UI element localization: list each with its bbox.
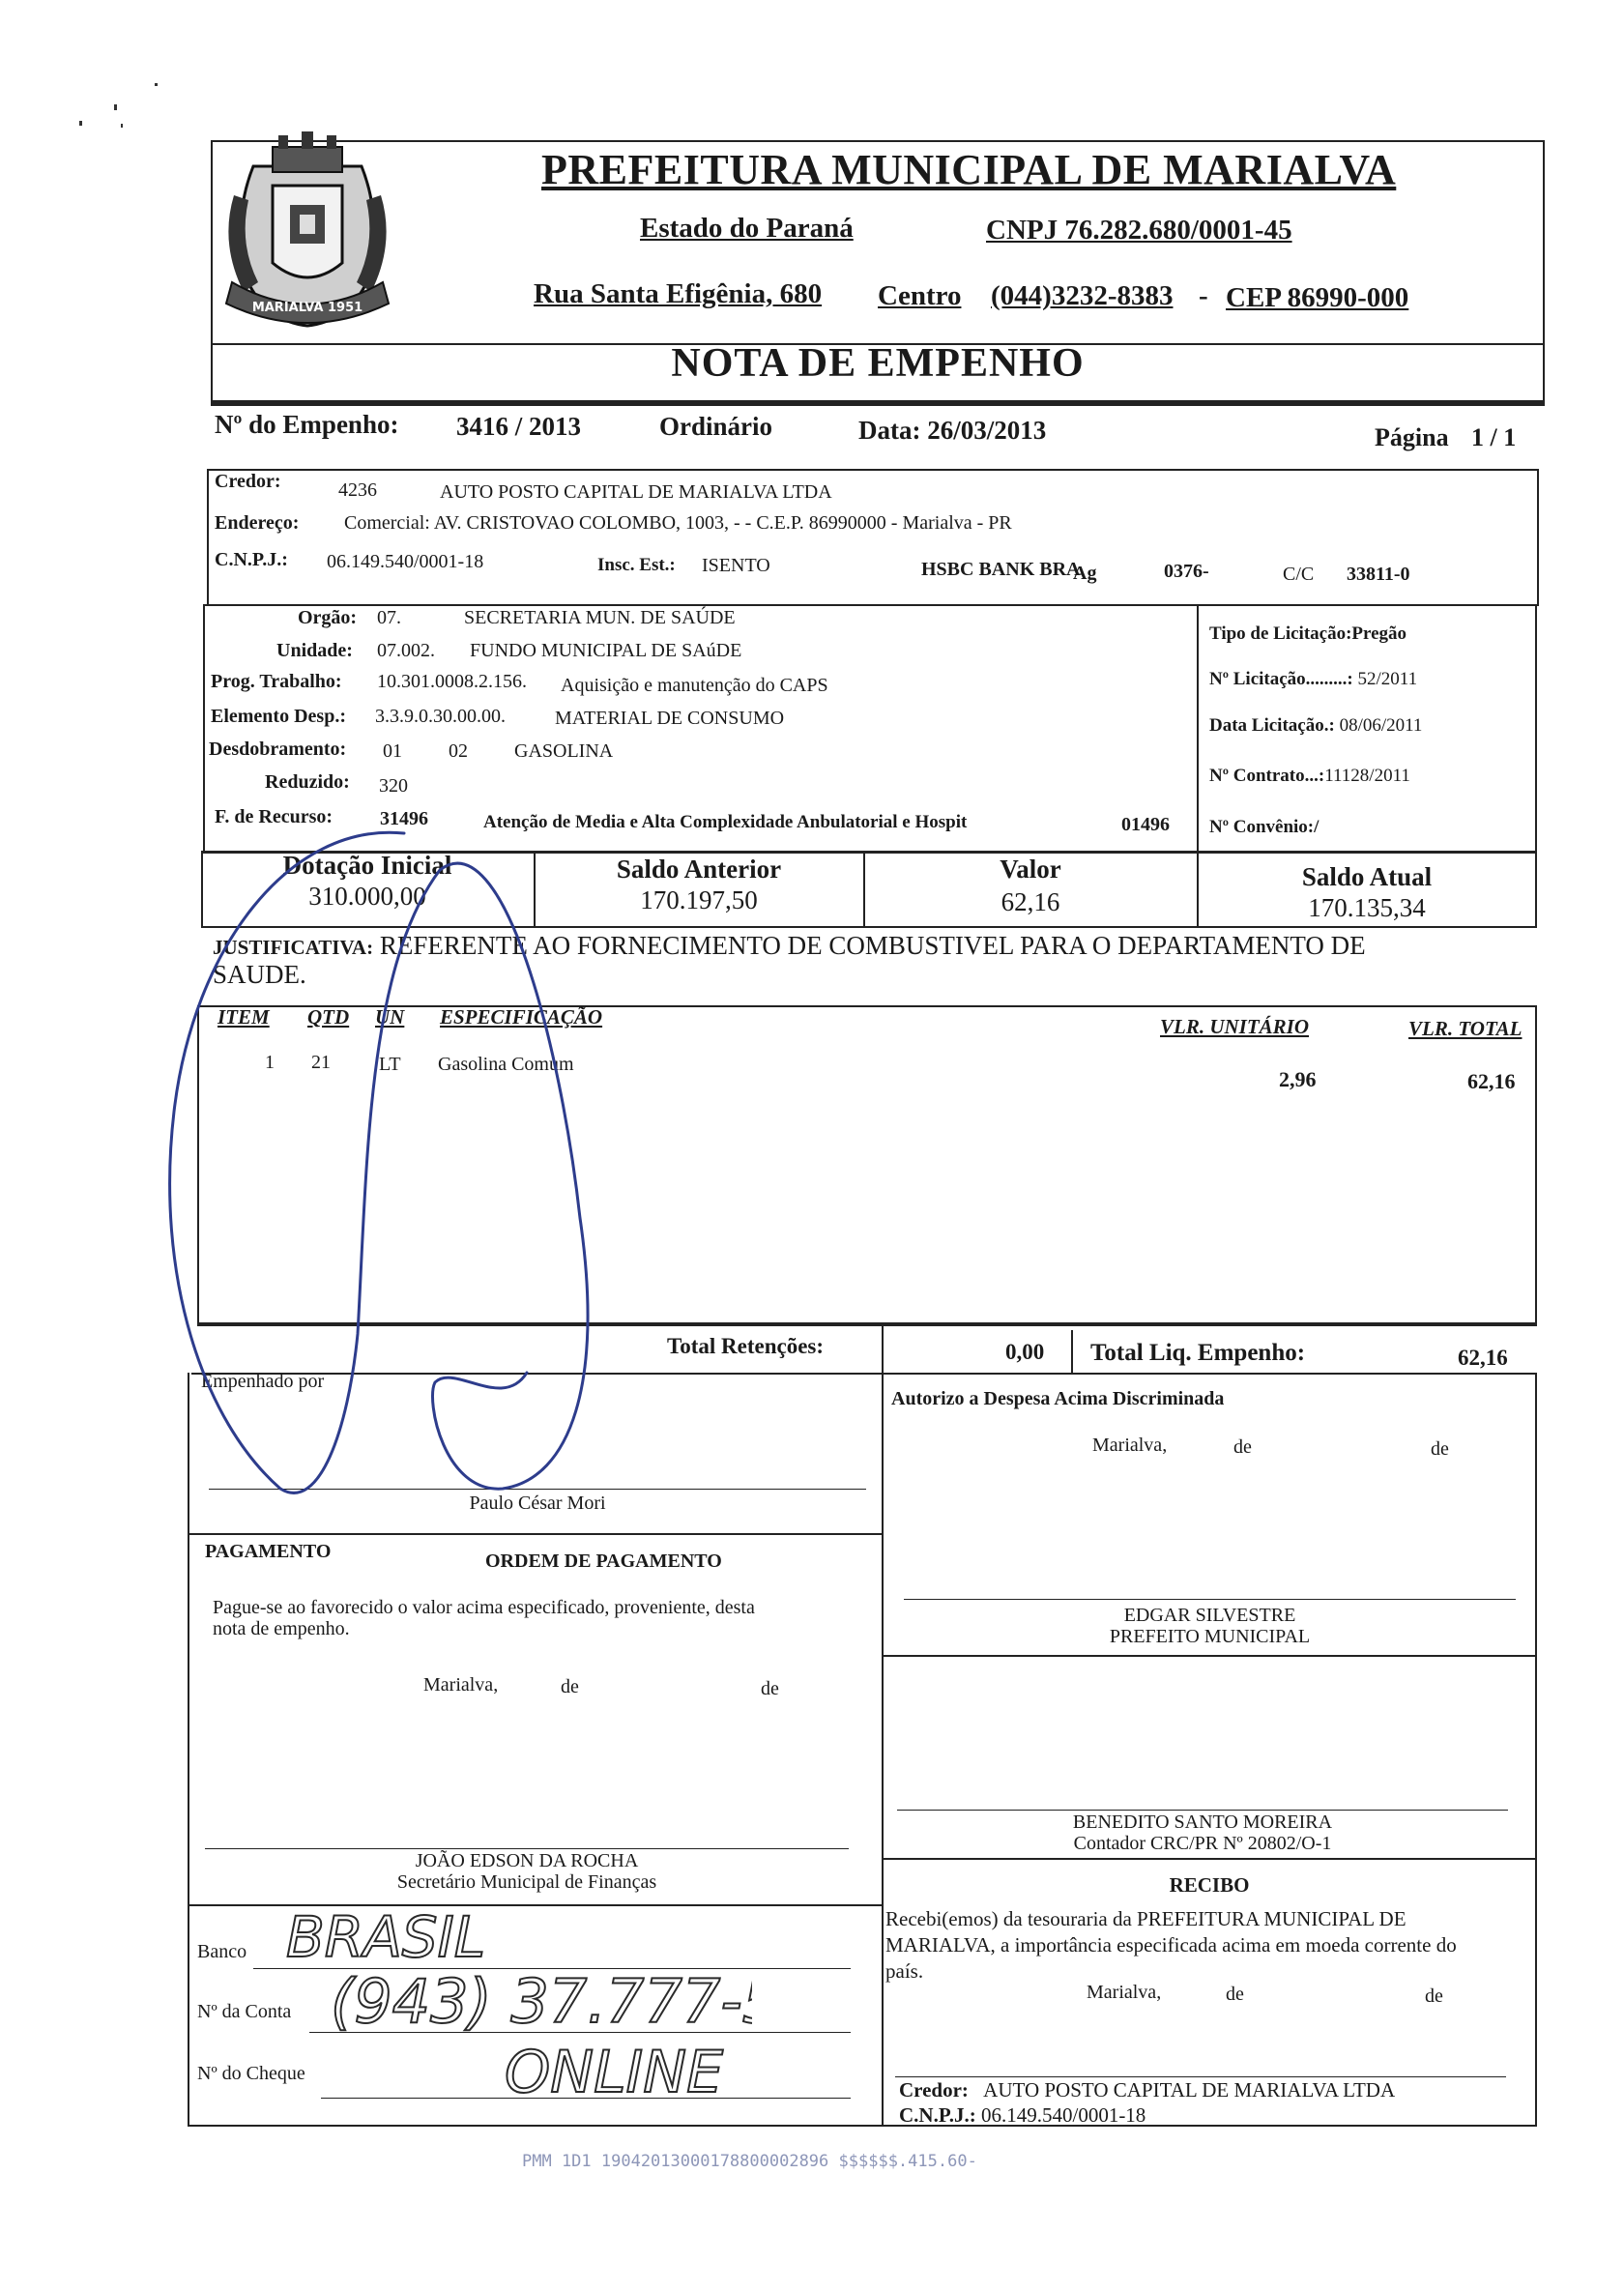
recibo-cnpj: 06.149.540/0001-18 — [980, 2103, 1146, 2127]
header-unit: VLR. UNITÁRIO — [1160, 1015, 1310, 1038]
credor-cnpj: 06.149.540/0001-18 — [327, 551, 484, 572]
recibo-cnpj-row — [899, 2103, 1146, 2128]
convenio: Nº Convênio:/ — [1209, 817, 1320, 837]
header-state: Estado do Paraná — [640, 213, 854, 244]
autorizo-de2: de — [1431, 1438, 1449, 1460]
pagamento-role: Secretário Municipal de Finanças — [396, 1871, 657, 1893]
recibo-text2: MARIALVA, a importância especificada acima em moeda corrente do — [885, 1933, 1457, 1957]
recurso-extra: 01496 — [1121, 814, 1170, 835]
credor-address: Comercial: AV. CRISTOVAO COLOMBO, 1003, - - C.E.P. 86990000 - Marialva - PR — [344, 512, 1012, 534]
licitacao-data-label: Data Licitação.: — [1209, 715, 1335, 736]
totals-divider-1 — [882, 1324, 884, 1373]
contador-role: Contador CRC/PR Nº 20802/O-1 — [1073, 1833, 1332, 1854]
pagamento-de1: de — [561, 1676, 579, 1697]
contador-signature-line — [897, 1810, 1508, 1811]
recurso-code: 31496 — [380, 808, 428, 829]
desd-2: 02 — [449, 740, 468, 762]
retencoes-value: 0,00 — [1005, 1340, 1045, 1364]
municipal-seal — [215, 128, 400, 342]
pagamento-place: Marialva, — [423, 1674, 499, 1696]
atual-value: 170.135,34 — [1308, 893, 1426, 922]
banco-label: Banco — [197, 1941, 247, 1962]
desdobramento-label: Desdobramento: — [209, 739, 347, 760]
contrato-value: 11128/2011 — [1324, 766, 1410, 786]
unidade-name: FUNDO MUNICIPAL DE SAúDE — [470, 640, 742, 661]
recurso-label: F. de Recurso: — [215, 806, 334, 827]
empenhado-name: Paulo César Mori — [469, 1493, 606, 1514]
dotacao-value: 310.000,00 — [308, 882, 426, 911]
title-divider — [211, 400, 1545, 404]
autorizo-title: Autorizo a Despesa Acima Discriminada — [891, 1388, 1225, 1409]
cheque-handwritten — [501, 2032, 752, 2105]
header-street: Rua Santa Efigênia, 680 — [534, 278, 823, 309]
recibo-de2: de — [1425, 1986, 1443, 2007]
conta-handwritten — [327, 1962, 752, 2036]
contador-name: BENEDITO SANTO MOREIRA — [1072, 1812, 1333, 1833]
recurso-name: Atenção de Media e Alta Complexidade Anbulatorial e Hospit — [483, 812, 968, 832]
scan-speck — [155, 83, 158, 86]
desd-name: GASOLINA — [514, 740, 614, 762]
prog-code: 10.301.0008.2.156. — [377, 671, 527, 692]
header-district: Centro — [878, 280, 962, 311]
pagamento-text1: Pague-se ao favorecido o valor acima especificado, proveniente, desta — [213, 1597, 755, 1618]
orgao-label: Orgão: — [298, 607, 358, 628]
recibo-cnpj-label: C.N.P.J.: — [899, 2103, 976, 2127]
credor-cc: 33811-0 — [1347, 564, 1410, 585]
orgao-code: 07. — [377, 607, 401, 628]
valor-value: 62,16 — [1000, 887, 1060, 916]
desd-1: 01 — [383, 740, 402, 762]
licitacao-numero-label: Nº Licitação.........: — [1209, 669, 1353, 689]
bank-ag-label: Ag — [1073, 563, 1097, 584]
row-un: LT — [379, 1054, 401, 1075]
credor-name: AUTO POSTO CAPITAL DE MARIALVA LTDA — [440, 481, 832, 503]
cc-label: C/C — [1283, 564, 1315, 585]
scan-speck — [114, 104, 117, 110]
header-phone: (044)3232-8383 — [991, 280, 1174, 311]
anterior-value: 170.197,50 — [640, 885, 758, 914]
bank-name: HSBC BANK BRA — [921, 559, 1081, 580]
recibo-text3: país. — [885, 1959, 924, 1983]
recibo-title: RECIBO — [1169, 1873, 1250, 1897]
elemento-name: MATERIAL DE CONSUMO — [555, 708, 785, 729]
prog-name: Aquisição e manutenção do CAPS — [561, 675, 828, 696]
unidade-code: 07.002. — [377, 640, 435, 661]
recibo-de1: de — [1226, 1984, 1244, 2005]
row-item: 1 — [265, 1052, 275, 1073]
justificativa-label: JUSTIFICATIVA: — [213, 936, 374, 959]
empenhado-bottom — [188, 1533, 882, 1535]
page-number: 1 / 1 — [1471, 423, 1517, 451]
anterior-label: Saldo Anterior — [616, 855, 782, 884]
elemento-code: 3.3.9.0.30.00.00. — [375, 706, 506, 727]
contador-bottom — [882, 1858, 1537, 1860]
saldo-divider-2 — [863, 851, 865, 928]
licitacao-numero-row — [1209, 669, 1417, 690]
row-unit: 2,96 — [1279, 1067, 1317, 1091]
row-qtd: 21 — [311, 1052, 331, 1073]
justificativa-line2: SAUDE. — [213, 960, 306, 989]
document-title: NOTA DE EMPENHO — [671, 341, 1085, 386]
header-cep: CEP 86990-000 — [1226, 282, 1409, 313]
saldo-divider-1 — [534, 851, 536, 928]
valor-label: Valor — [1000, 855, 1061, 884]
pagamento-title: PAGAMENTO — [205, 1541, 332, 1562]
recibo-text1: Recebi(emos) da tesouraria da PREFEITURA MUNICIPAL DE — [885, 1907, 1406, 1930]
autorizo-de1: de — [1233, 1436, 1252, 1458]
header-spec: ESPECIFICAÇÃO — [440, 1005, 603, 1029]
orgao-name: SECRETARIA MUN. DE SAÚDE — [464, 607, 736, 628]
reduzido-label: Reduzido: — [265, 771, 350, 793]
row-spec: Gasolina Comum — [438, 1054, 574, 1075]
justificativa-line1: REFERENTE AO FORNECIMENTO DE COMBUSTIVEL PARA O DEPARTAMENTO DE — [379, 931, 1366, 960]
autorizo-role: PREFEITO MUNICIPAL — [1109, 1626, 1311, 1647]
unidade-label: Unidade: — [276, 640, 353, 661]
credor-insc: ISENTO — [702, 555, 770, 576]
row-total: 62,16 — [1467, 1069, 1516, 1093]
autorizo-place: Marialva, — [1092, 1435, 1168, 1456]
retencoes-label: Total Retenções: — [667, 1334, 825, 1358]
justificativa-block — [213, 932, 1527, 988]
licitacao-data: 08/06/2011 — [1339, 715, 1423, 736]
header-qtd: QTD — [307, 1005, 350, 1029]
pagamento-name: JOÃO EDSON DA ROCHA — [415, 1850, 639, 1871]
scan-speck — [79, 121, 82, 126]
empenho-type: Ordinário — [659, 412, 773, 441]
contrato-row — [1209, 766, 1410, 787]
credor-label: Credor: — [215, 471, 281, 492]
footer-code: PMM 1D1 19042013000178800002896 $$$$$$.415.60- — [522, 2152, 977, 2171]
totals-divider-2 — [1071, 1330, 1073, 1373]
header-title: PREFEITURA MUNICIPAL DE MARIALVA — [541, 146, 1397, 193]
dotacao-label: Dotação Inicial — [282, 851, 452, 880]
address-label: Endereço: — [215, 512, 300, 534]
banco-handwritten — [280, 1902, 493, 1970]
scan-speck — [121, 124, 123, 128]
cheque-value: ONLINE — [505, 2039, 724, 2105]
reduzido-value: 320 — [379, 775, 408, 797]
licitacao-tipo: Tipo de Licitação:Pregão — [1209, 623, 1407, 644]
recibo-credor: AUTO POSTO CAPITAL DE MARIALVA LTDA — [983, 2078, 1396, 2102]
empenho-date: Data: 26/03/2013 — [858, 416, 1047, 445]
header-un: UN — [375, 1005, 405, 1029]
cnpj-label: C.N.P.J.: — [215, 549, 288, 570]
cheque-label: Nº do Cheque — [197, 2063, 305, 2084]
header-cnpj: CNPJ 76.282.680/0001-45 — [986, 215, 1292, 246]
contrato-label: Nº Contrato...: — [1209, 766, 1325, 786]
conta-value: (943) 37.777-5 — [331, 1966, 752, 2036]
seal-text: MARIALVA 1951 — [251, 301, 363, 315]
licitacao-data-row — [1209, 715, 1422, 737]
autorizo-name: EDGAR SILVESTRE — [1123, 1605, 1296, 1626]
liq-value: 62,16 — [1458, 1346, 1508, 1370]
insc-label: Insc. Est.: — [597, 555, 676, 575]
header-item: ITEM — [218, 1005, 270, 1029]
conta-label: Nº da Conta — [197, 2001, 292, 2022]
header-total: VLR. TOTAL — [1408, 1017, 1522, 1040]
bank-ag: 0376- — [1164, 561, 1209, 582]
credor-box — [207, 469, 1539, 606]
pagamento-text — [213, 1597, 755, 1639]
liq-label: Total Liq. Empenho: — [1090, 1340, 1306, 1366]
lower-center-divider — [882, 1373, 884, 2127]
header-dash: - — [1199, 280, 1208, 311]
ordem-title: ORDEM DE PAGAMENTO — [485, 1551, 722, 1572]
atual-label: Saldo Atual — [1301, 862, 1433, 891]
licitacao-numero: 52/2011 — [1357, 669, 1418, 689]
recibo-text — [885, 1906, 1514, 1985]
empenho-number-label: Nº do Empenho: — [215, 410, 399, 439]
recibo-place: Marialva, — [1087, 1982, 1162, 2003]
autorizo-bottom — [882, 1655, 1537, 1657]
autorizo-signature-line — [904, 1599, 1516, 1600]
empenhado-signature-line — [209, 1489, 866, 1490]
banco-value: BRASIL — [286, 1904, 486, 1970]
recibo-signature-line — [895, 2076, 1506, 2077]
prog-label: Prog. Trabalho: — [211, 671, 342, 692]
elemento-label: Elemento Desp.: — [211, 706, 346, 727]
credor-code: 4236 — [338, 479, 377, 501]
recibo-credor-label: Credor: — [899, 2078, 969, 2102]
pagamento-text2: nota de empenho. — [213, 1618, 350, 1639]
pagamento-de2: de — [761, 1678, 779, 1699]
pagamento-signature-line — [205, 1848, 849, 1849]
recibo-credor-row — [899, 2078, 1395, 2102]
empenhado-label: Empenhado por — [201, 1371, 325, 1392]
page-label: Página — [1375, 423, 1449, 451]
totals-top — [197, 1324, 1537, 1326]
empenho-number: 3416 / 2013 — [456, 412, 582, 441]
